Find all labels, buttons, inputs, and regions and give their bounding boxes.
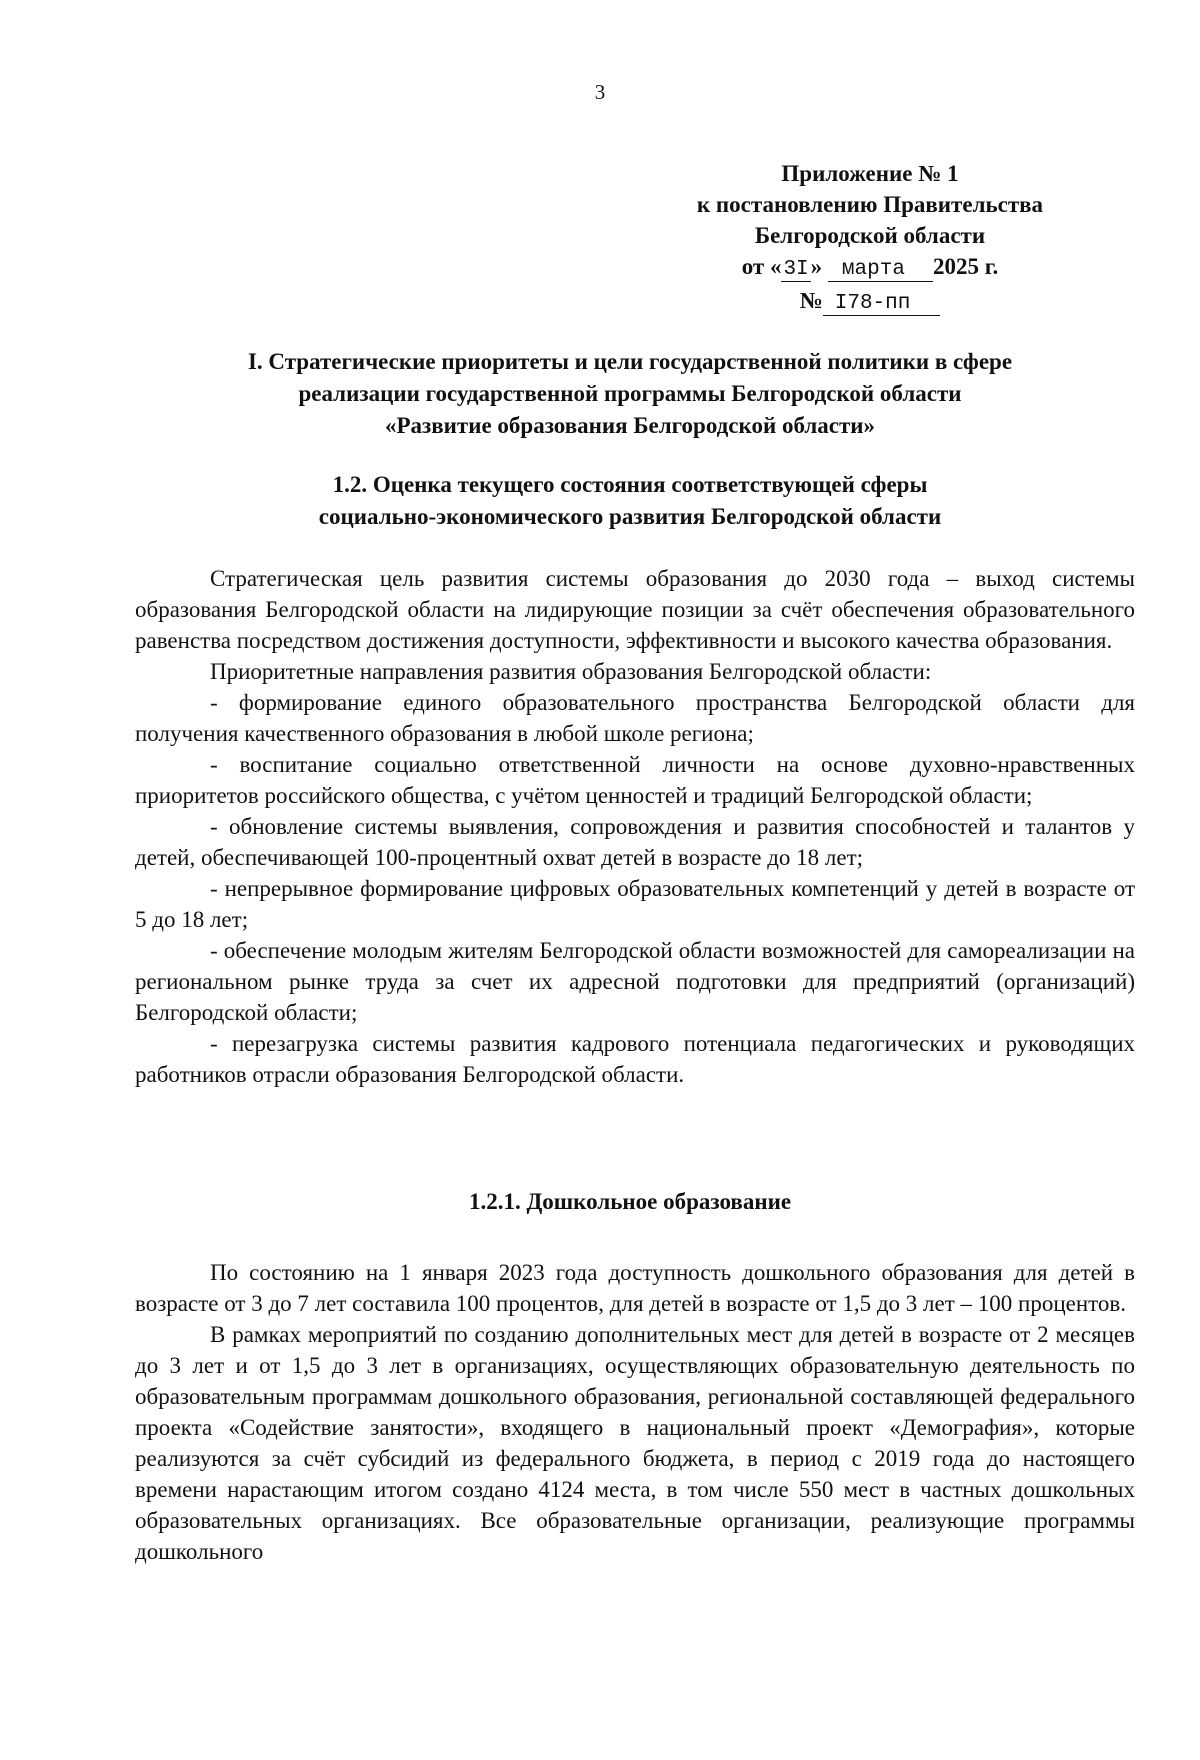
appendix-number-line — [600, 285, 1140, 319]
section-title-line: «Развитие образования Белгородской области» — [384, 413, 876, 438]
body-text-section-1-2 — [135, 563, 1135, 1090]
appendix-line-resolution: к постановлению Правительства — [696, 192, 1044, 217]
section-title-line: I. Стратегические приоритеты и цели государственной политики в сфере — [247, 349, 1013, 374]
date-prefix: от « — [741, 254, 782, 279]
paragraph: Стратегическая цель развития системы образования до 2030 года – выход системы образования Белгородской области на лидирующие позиции за счёт обеспечения образовательного равенства посредством достижения доступности, эффективности и высокого качества образования. — [135, 566, 1135, 653]
date-year: 2025 г. — [932, 254, 999, 279]
appendix-block — [600, 158, 1140, 319]
list-item: - обновление системы выявления, сопровождения и развития способностей и талантов у детей, обеспечивающей 100-процентный охват детей в возрасте до 18 лет; — [135, 814, 1135, 870]
page-number: 3 — [594, 80, 606, 104]
list-item: - перезагрузка системы развития кадрового потенциала педагогических и руководящих работников отрасли образования Белгородской области. — [135, 1031, 1135, 1087]
number-prefix: № — [799, 288, 823, 313]
body-text-section-1-2-1 — [135, 1257, 1135, 1567]
date-month: марта — [828, 258, 933, 282]
section-title-line: реализации государственной программы Белгородской области — [298, 381, 962, 406]
subsection-title — [130, 469, 1130, 533]
document-number: I78-пп — [823, 292, 941, 316]
appendix-line-region: Белгородской области — [754, 223, 986, 248]
list-item: - обеспечение молодым жителям Белгородской области возможностей для самореализации на региональном рынке труда за счет их адресной подготовки для предприятий (организаций) Белгородской области; — [135, 938, 1135, 1025]
list-item: - непрерывное формирование цифровых образовательных компетенций у детей в возрасте от 5 до 18 лет; — [135, 876, 1135, 932]
paragraph: Приоритетные направления развития образования Белгородской области: — [210, 659, 932, 684]
subsection-title-line: 1.2. Оценка текущего состояния соответствующей сферы — [332, 472, 928, 497]
appendix-date-line — [600, 251, 1140, 285]
list-item: - воспитание социально ответственной личности на основе духовно-нравственных приоритетов российского общества, с учётом ценностей и традиций Белгородской области; — [135, 752, 1135, 808]
date-day-suffix: » — [810, 254, 823, 279]
section-title — [130, 346, 1130, 442]
appendix-title: Приложение № 1 — [781, 161, 959, 186]
date-day: 3I — [783, 258, 809, 281]
paragraph: По состоянию на 1 января 2023 года доступность дошкольного образования для детей в возрасте от 3 до 7 лет составила 100 процентов, для детей в возрасте от 1,5 до 3 лет – 100 процентов. — [135, 1260, 1135, 1316]
subsubsection-title: 1.2.1. Дошкольное образование — [468, 1189, 792, 1214]
paragraph: В рамках мероприятий по созданию дополнительных мест для детей в возрасте от 2 месяцев до 3 лет и от 1,5 до 3 лет в организациях, осуществляющих образовательную деятельность по образовательным программам дошкольного образования, региональной составляющей федерального проекта «Содействие занятости», входящего в национальный проект «Демография», которые реализуются за счёт субсидий из федерального бюджета, в период с 2019 года до настоящего времени нарастающим итогом создано 4124 места, в том числе 550 мест в частных дошкольных образовательных организациях. Все образовательные организации, реализующие программы дошкольного — [135, 1322, 1135, 1564]
list-item: - формирование единого образовательного пространства Белгородской области для получения качественного образования в любой школе региона; — [135, 690, 1135, 746]
subsection-title-line: социально-экономического развития Белгородской области — [318, 504, 942, 529]
